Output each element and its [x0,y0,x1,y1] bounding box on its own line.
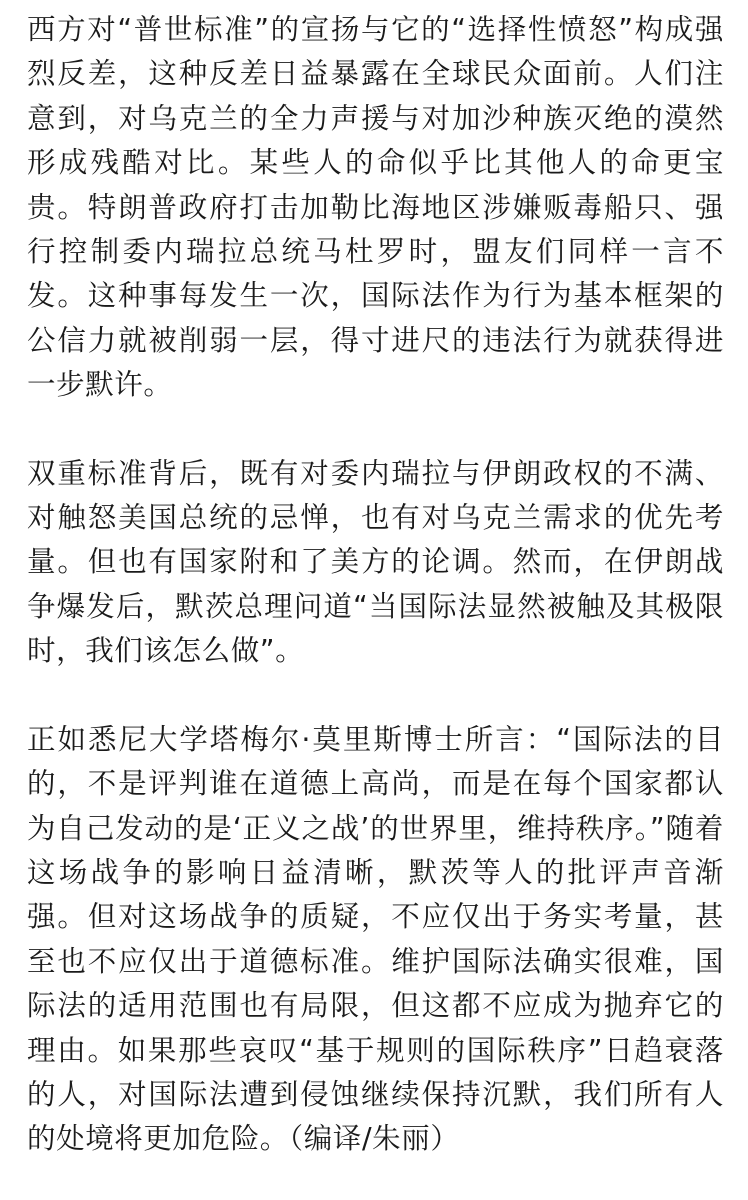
paragraph-3: 正如悉尼大学塔梅尔·莫里斯博士所言：“国际法的目的，不是评判谁在道德上高尚，而是在每个国家都认为自己发动的是‘正义之战’的世界里，维持秩序。”随着这场战争的影响日益清晰，默茨等人的批评声音渐强。但对这场战争的质疑，不应仅出于务实考量，甚至也不应仅出于道德标准。维护国际法确实很难，国际法的适用范围也有局限，但这都不应成为抛弃它的理由。如果那些哀叹“基于规则的国际秩序”日趋衰落的人，对国际法遭到侵蚀继续保持沉默，我们所有人的处境将更加危险。（编译/朱丽） [27,722,724,1156]
paragraph-2: 双重标准背后，既有对委内瑞拉与伊朗政权的不满、对触怒美国总统的忌惮，也有对乌克兰需求的优先考量。但也有国家附和了美方的论调。然而，在伊朗战争爆发后，默茨总理问道“当国际法显然被触及其极限时，我们该怎么做”。 [27,456,724,668]
paragraph-spacer [27,674,724,718]
paragraph-1: 西方对“普世标准”的宣扬与它的“选择性愤怒”构成强烈反差，这种反差日益暴露在全球民众面前。人们注意到，对乌克兰的全力声援与对加沙种族灭绝的漠然形成残酷对比。某些人的命似乎比其他人的命更宝贵。特朗普政府打击加勒比海地区涉嫌贩毒船只、强行控制委内瑞拉总统马杜罗时，盟友们同样一言不发。这种事每发生一次，国际法作为行为基本框架的公信力就被削弱一层，得寸进尺的违法行为就获得进一步默许。 [27,13,724,402]
paragraph-spacer [27,408,724,452]
